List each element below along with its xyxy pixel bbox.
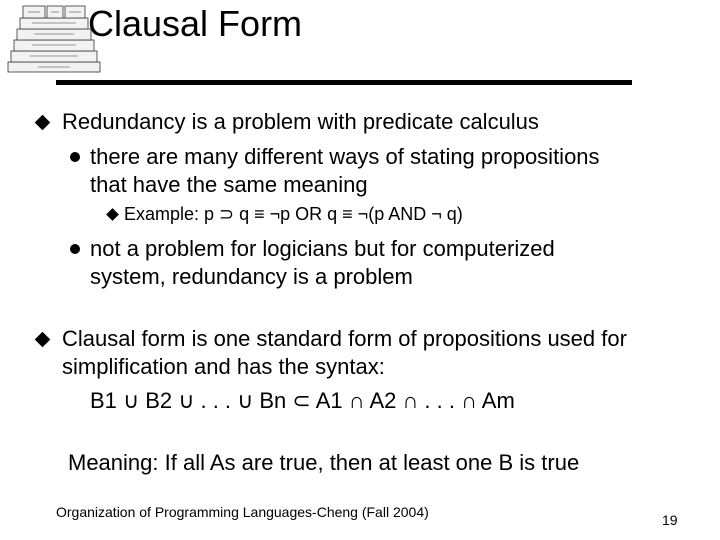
sub-bullet-1-line-1: there are many different ways of stating propositions [90,144,600,169]
footer-text: Organization of Programming Languages-Cheng (Fall 2004) [56,504,429,520]
clausal-syntax: B1 ∪ B2 ∪ . . . ∪ Bn ⊂ A1 ∩ A2 ∩ . . . ∩ Am [90,388,515,413]
sub-bullet-2-line-1: not a problem for logicians but for computerized [90,236,555,261]
bullet-2-line-2: simplification and has the syntax: [62,354,385,379]
bullet-1-text: Redundancy is a problem with predicate calculus [62,109,539,134]
meaning-text: Meaning: If all As are true, then at least one B is true [68,450,580,475]
small-diamond-bullet-icon [106,208,119,221]
slide-title: Clausal Form [88,3,303,44]
diamond-bullet-icon [35,332,51,348]
example-text: Example: p ⊃ q ≡ ¬p OR q ≡ ¬(p AND ¬ q) [124,204,463,224]
page-number: 19 [662,512,678,528]
title-divider [56,80,632,85]
round-bullet-icon [70,244,80,254]
round-bullet-icon [70,152,80,162]
bullet-2-line-1: Clausal form is one standard form of propositions used for [62,326,627,351]
sub-bullet-2-line-2: system, redundancy is a problem [90,264,413,289]
diamond-bullet-icon [35,115,51,131]
sub-bullet-1-line-2: that have the same meaning [90,172,368,197]
